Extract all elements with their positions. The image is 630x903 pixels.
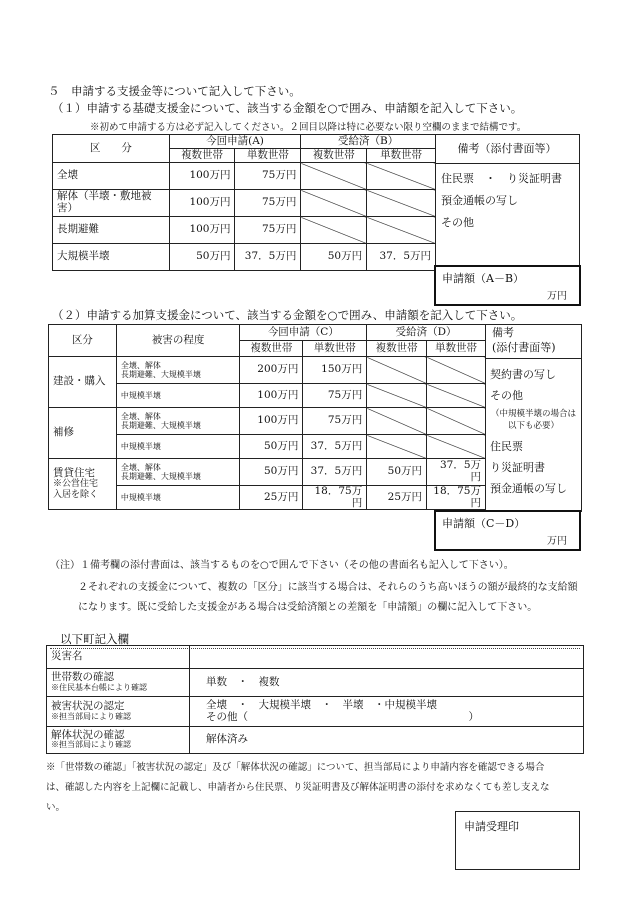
town-footnote-3: い。 — [46, 802, 66, 813]
cell-multi[interactable]: 50万円 — [240, 435, 303, 459]
town-section-title: 以下町記入欄 — [50, 631, 580, 649]
cell-received-multi[interactable]: 50万円 — [301, 244, 367, 271]
apply-amount-cd[interactable] — [434, 510, 581, 551]
cell-received-single[interactable]: 37．5万円 — [367, 244, 436, 271]
header-degree: 被害の程度 — [116, 325, 240, 357]
note-2a: ２それぞれの支援金について、複数の「区分」に該当する場合は、それらのうち高いほうの額が最終的な支給額 — [78, 582, 578, 593]
group-label — [49, 459, 117, 510]
row-label: 全壊 — [53, 163, 170, 190]
town-footnote-1: ※「世帯数の確認」「被害状況の認定」及び「解体状況の確認」について、担当部局により申請内容を確認できる場合 — [46, 762, 545, 773]
header-multi: 複数世帯 — [169, 149, 235, 163]
note-1: （注）１備考欄の添付書面は、該当するものを○で囲んで下さい（その他の書面名も記入して下さい）。 — [50, 560, 514, 571]
header-single: 単数世帯 — [427, 341, 486, 357]
cell-multi[interactable]: 50万円 — [169, 244, 235, 271]
cell-disabled — [427, 384, 486, 408]
additional-support-table — [48, 324, 486, 510]
group-label: 建設・購入 — [49, 357, 117, 408]
cell-multi[interactable]: 100万円 — [169, 190, 235, 217]
household-label: 世帯数の確認 — [51, 671, 114, 684]
town-footnote-2: は、確認した内容を上記欄に記載し、申請者から住民票、り災証明書及び解体証明書の添付を求めなくても差し支えな — [46, 782, 550, 793]
header-single: 単数世帯 — [303, 341, 367, 357]
header-multi: 複数世帯 — [301, 149, 367, 163]
cell-disabled — [367, 435, 427, 459]
remarks-header — [486, 325, 581, 359]
cell-single[interactable]: 37．5万円 — [303, 459, 367, 486]
damage-options[interactable]: 全壊 ・ 大規模半壊 ・ 半壊 ・中規模半壊 — [206, 698, 437, 711]
cell-single[interactable]: 37．5万円 — [303, 435, 367, 459]
demolition-label: 解体状況の確認 — [51, 728, 125, 741]
cell-received-single[interactable]: 37．5万円 — [427, 459, 486, 486]
remark-item[interactable]: 預金通帳の写し — [441, 194, 518, 207]
cell-disabled — [427, 408, 486, 435]
cell-multi[interactable]: 25万円 — [240, 486, 303, 510]
damage-label: 被害状況の認定 — [51, 700, 125, 713]
remark-item-note: （中規模半壊の場合は以下も必要） — [490, 409, 576, 431]
remarks-header-line1: 備考 — [492, 326, 514, 339]
cell-received-multi[interactable]: 25万円 — [367, 486, 427, 510]
header-kubun: 区分 — [49, 325, 117, 357]
table-row — [49, 357, 486, 384]
degree-cell: 全壊、解体 長期避難、大規模半壊 — [116, 357, 240, 384]
damage-cell — [47, 697, 190, 727]
row-label: 解体（半壊・敷地被害） — [53, 190, 170, 217]
demolition-cell — [47, 727, 190, 754]
cell-disabled — [301, 217, 367, 244]
receipt-stamp-box[interactable] — [455, 811, 580, 870]
cell-single[interactable]: 75万円 — [235, 217, 301, 244]
cell-single[interactable]: 75万円 — [235, 190, 301, 217]
part2-title: （２）申請する加算支援金について、該当する金額を○で囲み、申請額を記入して下さい。 — [52, 308, 523, 322]
disaster-value[interactable] — [190, 646, 584, 669]
apply-unit: 万円 — [547, 291, 567, 302]
cell-disabled — [301, 190, 367, 217]
row-label: 大規模半壊 — [53, 244, 170, 271]
disaster-label: 災害名 — [47, 646, 190, 669]
row-label: 長期避難 — [53, 217, 170, 244]
header-kubun: 区 分 — [53, 135, 170, 163]
header-current: 今回申請（C） — [240, 325, 367, 341]
household-sub: ※住民基本台帳により確認 — [51, 682, 147, 692]
remark-item[interactable]: り災証明書 — [490, 461, 545, 474]
remarks-box-2 — [486, 324, 582, 512]
header-received: 受給済（B） — [301, 135, 436, 149]
remark-item[interactable]: 住民票 ・ り災証明書 — [441, 172, 562, 185]
table-row — [53, 163, 436, 190]
cell-received-multi[interactable]: 50万円 — [367, 459, 427, 486]
header-received: 受給済（D） — [367, 325, 486, 341]
damage-other[interactable]: その他（ ） — [206, 710, 479, 723]
remark-item[interactable]: 預金通帳の写し — [490, 482, 567, 495]
household-cell — [47, 669, 190, 697]
header-multi: 複数世帯 — [240, 341, 303, 357]
cell-received-single[interactable]: 18．75万円 — [427, 486, 486, 510]
cell-single[interactable]: 150万円 — [303, 357, 367, 384]
cell-disabled — [367, 190, 436, 217]
cell-disabled — [301, 163, 367, 190]
part1-title: （１）申請する基礎支援金について、該当する金額を○で囲み、申請額を記入して下さい。 — [52, 101, 523, 115]
cell-single[interactable]: 18．75万円 — [303, 486, 367, 510]
cell-disabled — [367, 408, 427, 435]
apply-unit: 万円 — [547, 536, 567, 547]
header-current: 今回申請(A) — [169, 135, 301, 149]
table-row — [49, 459, 486, 486]
part1-note: ※初めて申請する方は必ず記入してください。２回目以降は特に必要ない限り空欄のままで結構です。 — [90, 122, 527, 133]
cell-multi[interactable]: 200万円 — [240, 357, 303, 384]
table-row — [53, 244, 436, 271]
cell-disabled — [367, 217, 436, 244]
header-multi: 複数世帯 — [367, 341, 427, 357]
remark-item[interactable]: 契約書の写し — [490, 368, 556, 381]
cell-multi[interactable]: 100万円 — [240, 384, 303, 408]
damage-value[interactable] — [190, 697, 584, 727]
cell-disabled — [427, 357, 486, 384]
note-2b: になります。既に受給した支援金がある場合は受給済額との差額を「申請額」の欄に記入して下さい。 — [78, 602, 538, 613]
household-value[interactable]: 単数 ・ 複数 — [190, 669, 584, 697]
table-row — [53, 190, 436, 217]
demolition-sub: ※担当部局により確認 — [51, 740, 131, 750]
degree-cell: 中規模半壊 — [116, 384, 240, 408]
remarks-header-line2: (添付書面等) — [492, 341, 556, 354]
demolition-value[interactable]: 解体済み — [190, 727, 584, 754]
cell-single[interactable]: 75万円 — [235, 163, 301, 190]
remark-item[interactable]: その他 — [490, 389, 523, 402]
cell-multi[interactable]: 100万円 — [169, 217, 235, 244]
apply-amount-ab[interactable] — [434, 265, 581, 306]
stamp-label: 申請受理印 — [464, 820, 519, 833]
apply-label: 申請額（A－B） — [442, 272, 525, 285]
remarks-box — [435, 134, 580, 267]
group-label: 補修 — [49, 408, 117, 459]
remark-item[interactable]: 住民票 — [490, 440, 523, 453]
cell-multi[interactable]: 100万円 — [169, 163, 235, 190]
damage-sub: ※担当部局により確認 — [51, 711, 131, 721]
cell-multi[interactable]: 100万円 — [240, 408, 303, 435]
cell-disabled — [367, 357, 427, 384]
town-table — [46, 645, 584, 754]
cell-single[interactable]: 75万円 — [303, 408, 367, 435]
table-row — [53, 217, 436, 244]
remarks-header: 備考（添付書面等） — [435, 135, 579, 164]
basic-support-table — [52, 134, 436, 271]
group-note: ※公営住宅 入居を除く — [53, 479, 99, 500]
degree-cell: 中規模半壊 — [116, 486, 240, 510]
section-title: ５ 申請する支援金等について記入して下さい。 — [48, 84, 301, 98]
cell-disabled — [367, 384, 427, 408]
cell-multi[interactable]: 50万円 — [240, 459, 303, 486]
remark-item[interactable]: その他 — [441, 216, 474, 229]
cell-disabled — [367, 163, 436, 190]
cell-single[interactable]: 37．5万円 — [235, 244, 301, 271]
degree-cell: 全壊、解体 長期避難、大規模半壊 — [116, 459, 240, 486]
cell-single[interactable]: 75万円 — [303, 384, 367, 408]
group-label-text: 賃貸住宅 — [53, 466, 95, 479]
header-single: 単数世帯 — [367, 149, 436, 163]
header-single: 単数世帯 — [235, 149, 301, 163]
table-row — [49, 408, 486, 435]
apply-label: 申請額（C－D） — [442, 517, 526, 530]
degree-cell: 全壊、解体 長期避難、大規模半壊 — [116, 408, 240, 435]
degree-cell: 中規模半壊 — [116, 435, 240, 459]
cell-disabled — [427, 435, 486, 459]
